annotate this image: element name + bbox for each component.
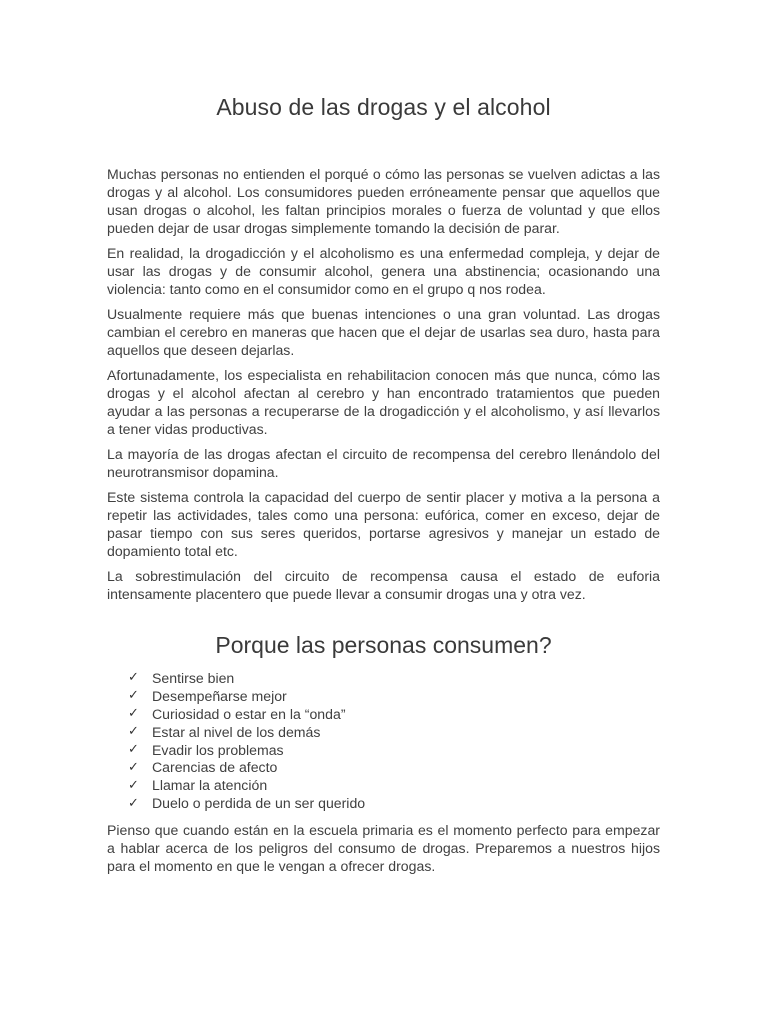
checkmark-icon: ✓ [128, 795, 139, 811]
checkmark-icon: ✓ [128, 759, 139, 775]
paragraph: En realidad, la drogadicción y el alcoholismo es una enfermedad compleja, y dejar de usar las drogas y de consumir alcohol, genera una abstinencia; ocasionando una violencia: tanto como en el consumidor como en el grupo q nos rodea. [107, 245, 660, 297]
checkmark-icon: ✓ [128, 724, 139, 740]
paragraph: Afortunadamente, los especialista en rehabilitacion conocen más que nunca, cómo las drogas y el alcohol afectan al cerebro y han encontrado tratamientos que pueden ayudar a las personas a recuperarse de la drogadicción y el alcoholismo, y así llevarlos a tener vidas productivas. [107, 367, 660, 437]
list-item [128, 705, 660, 723]
list-item-label: Duelo o perdida de un ser querido [152, 795, 366, 812]
paragraph: Muchas personas no entienden el porqué o cómo las personas se vuelven adictas a las drogas y al alcohol. Los consumidores pueden erróneamente pensar que aquellos que usan drogas o alcohol, les faltan principios morales o fuerza de voluntad y que ellos pueden dejar de usar drogas simplemente tomando la decisión de parar. [107, 166, 660, 236]
list-item [128, 776, 660, 794]
list-item-label: Estar al nivel de los demás [152, 723, 321, 740]
list-item [128, 794, 660, 812]
list-item-label: Desempeñarse mejor [152, 687, 287, 704]
list-item [128, 741, 660, 759]
paragraph: La mayoría de las drogas afectan el circuito de recompensa del cerebro llenándolo del neurotransmisor dopamina. [107, 446, 660, 480]
checkmark-icon: ✓ [128, 688, 139, 704]
list-item [128, 669, 660, 687]
checkmark-icon: ✓ [128, 777, 139, 793]
list-item-label: Carencias de afecto [152, 759, 278, 776]
document-title: Abuso de las drogas y el alcohol [216, 94, 551, 120]
list-item-label: Evadir los problemas [152, 741, 284, 758]
list-item [128, 723, 660, 741]
document-content [107, 92, 660, 882]
section-heading: Porque las personas consumen? [215, 632, 552, 658]
paragraph: Este sistema controla la capacidad del cuerpo de sentir placer y motiva a la persona a repetir las actividades, tales como una persona: eufórica, comer en exceso, dejar de pasar tiempo con sus seres queridos, portarse agresivos y manejar un estado de dopamiento total etc. [107, 489, 660, 559]
checkmark-icon: ✓ [128, 706, 139, 722]
paragraph: La sobrestimulación del circuito de recompensa causa el estado de euforia intensamente placentero que puede llevar a consumir drogas una y otra vez. [107, 568, 660, 602]
body-paragraphs [107, 165, 660, 603]
paragraph: Usualmente requiere más que buenas intenciones o una gran voluntad. Las drogas cambian el cerebro en maneras que hacen que el dejar de usarlas sea duro, hasta para aquellos que deseen dejarlas. [107, 306, 660, 358]
closing-paragraph: Pienso que cuando están en la escuela primaria es el momento perfecto para empezar a hablar acerca de los peligros del consumo de drogas. Preparemos a nuestros hijos para el momento en que le vengan a ofrecer drogas. [107, 822, 660, 875]
checkmark-icon: ✓ [128, 742, 139, 757]
checkmark-icon: ✓ [128, 670, 139, 686]
list-item [128, 758, 660, 776]
list-item [128, 687, 660, 705]
list-item-label: Llamar la atención [152, 777, 268, 794]
reasons-list [107, 669, 660, 812]
list-item-label: Sentirse bien [152, 669, 235, 686]
list-item-label: Curiosidad o estar en la “onda” [152, 705, 346, 722]
